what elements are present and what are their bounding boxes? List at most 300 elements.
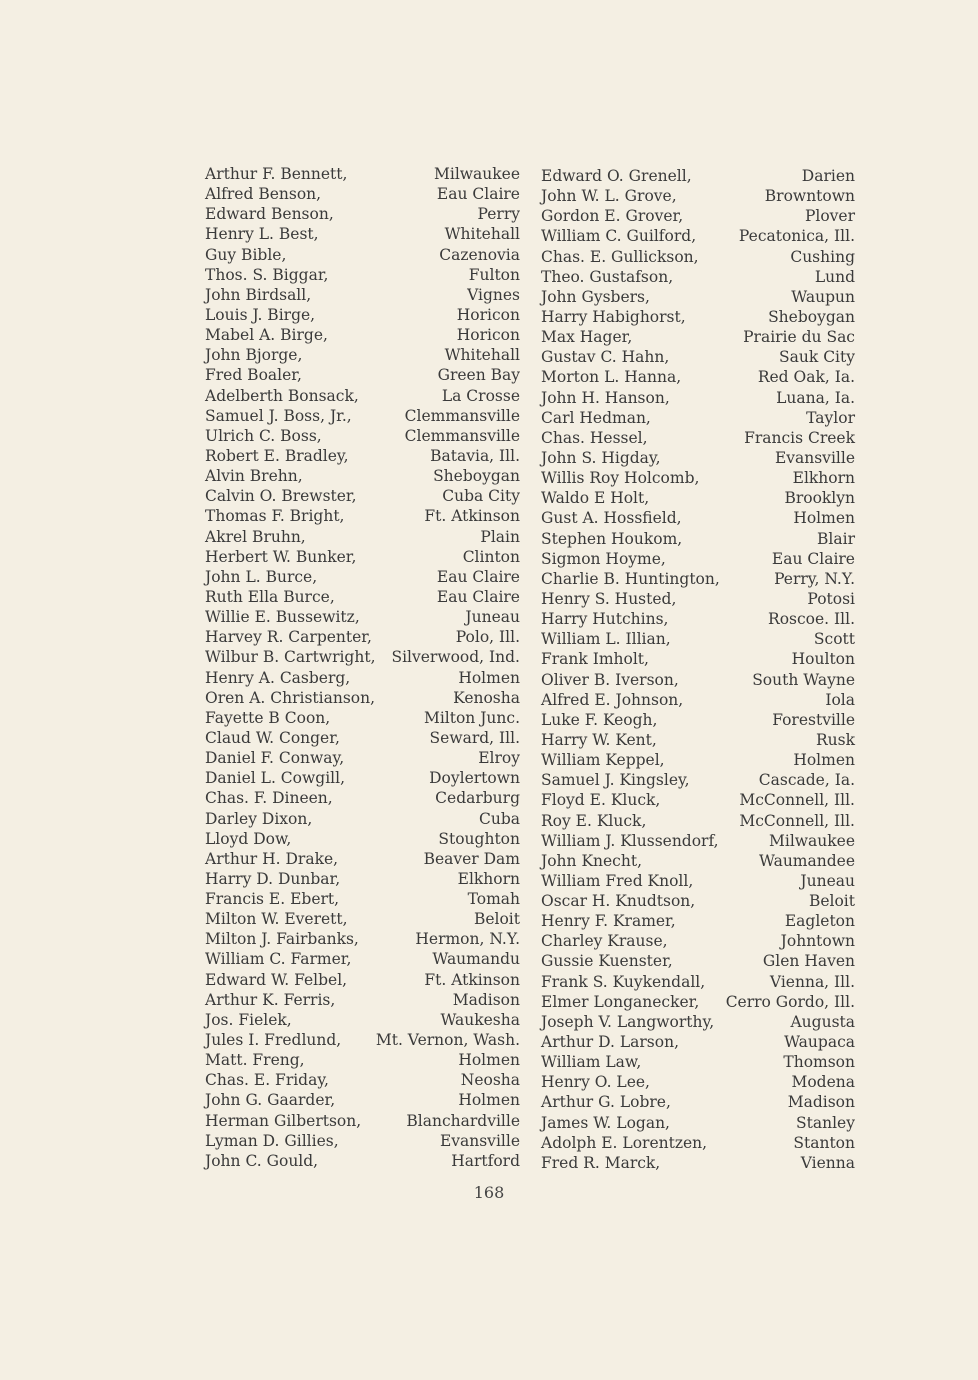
list-item [205, 224, 520, 244]
list-item [205, 809, 520, 829]
person-name: Arthur D. Larson, [541, 1033, 680, 1052]
hometown: Clinton [462, 547, 520, 566]
person-name: Guy Bible, [205, 245, 287, 264]
list-item [205, 426, 520, 446]
hometown: Fulton [468, 265, 520, 284]
list-item [205, 265, 520, 285]
list-item [205, 506, 520, 526]
hometown: Clemmansville [404, 406, 520, 425]
person-name: Darley Dixon, [205, 809, 313, 828]
hometown: Milton Junc. [423, 708, 520, 727]
list-item [205, 647, 520, 667]
hometown: Waupaca [784, 1033, 855, 1052]
person-name: Oliver B. Iverson, [541, 670, 679, 689]
list-item [205, 164, 520, 184]
list-item [541, 730, 855, 750]
hometown: Elkhorn [457, 869, 520, 888]
person-name: Arthur F. Bennett, [205, 165, 348, 183]
person-name: William L. Illian, [541, 630, 671, 649]
hometown: Cascade, Ia. [758, 771, 855, 790]
person-name: Edward Benson, [205, 205, 334, 224]
list-item [205, 748, 520, 768]
list-item [205, 184, 520, 204]
person-name: Carl Hedman, [541, 408, 651, 427]
person-name: Alfred Benson, [205, 185, 322, 204]
person-name: Jules I. Fredlund, [205, 1031, 342, 1050]
person-name: Thos. S. Biggar, [205, 265, 329, 284]
person-name: Harvey R. Carpenter, [205, 628, 372, 647]
list-item [205, 627, 520, 647]
person-name: William C. Guilford, [541, 227, 697, 246]
list-item [205, 1050, 520, 1070]
hometown: Sheboygan [768, 307, 855, 326]
list-item [541, 951, 855, 971]
hometown: Perry, N.Y. [774, 569, 855, 588]
person-name: William C. Farmer, [205, 950, 352, 969]
hometown: Prairie du Sac [743, 328, 855, 347]
person-name: Charley Krause, [541, 932, 668, 951]
hometown: Plover [804, 207, 855, 226]
person-name: Matt. Freng, [205, 1051, 305, 1070]
list-item [541, 388, 855, 408]
person-name: John C. Gould, [205, 1151, 319, 1170]
hometown: Sheboygan [433, 467, 520, 486]
list-item [541, 408, 855, 428]
hometown: Tomah [467, 890, 520, 909]
hometown: Cedarburg [435, 789, 520, 808]
list-item [205, 607, 520, 627]
person-name: Herman Gilbertson, [205, 1111, 362, 1130]
person-name: Akrel Bruhn, [205, 527, 306, 546]
person-name: Edward O. Grenell, [541, 167, 692, 185]
hometown: Vienna, Ill. [769, 972, 855, 991]
list-item [205, 547, 520, 567]
hometown: Johntown [780, 932, 855, 951]
hometown: Silverwood, Ind. [391, 648, 520, 667]
list-item [541, 1072, 855, 1092]
person-name: Roy E. Kluck, [541, 811, 647, 830]
hometown: Thomson [783, 1053, 855, 1072]
list-item [541, 1032, 855, 1052]
list-item [205, 929, 520, 949]
list-item [205, 668, 520, 688]
person-name: John S. Higday, [541, 448, 661, 467]
list-item [205, 305, 520, 325]
hometown: Browntown [764, 187, 855, 206]
person-name: Gustav C. Hahn, [541, 348, 670, 367]
list-item [541, 629, 855, 649]
list-item [205, 345, 520, 365]
person-name: Waldo E Holt, [541, 489, 650, 508]
person-name: Frank Imholt, [541, 650, 649, 669]
person-name: Theo. Gustafson, [541, 267, 674, 286]
person-name: Louis J. Birge, [205, 305, 316, 324]
hometown: McConnell, Ill. [739, 791, 855, 810]
person-name: Ulrich C. Boss, [205, 426, 322, 445]
hometown: Horicon [456, 326, 520, 345]
right-column [541, 166, 855, 1173]
hometown: Evansville [439, 1131, 520, 1150]
person-name: Willie E. Bussewitz, [205, 608, 360, 627]
hometown: Eau Claire [436, 567, 520, 586]
hometown: Madison [452, 990, 520, 1009]
hometown: Holmen [458, 668, 520, 687]
list-item [205, 728, 520, 748]
person-name: Arthur K. Ferris, [205, 990, 336, 1009]
list-item [205, 486, 520, 506]
hometown: Kenosha [453, 688, 520, 707]
list-item [205, 949, 520, 969]
person-name: Daniel F. Conway, [205, 749, 345, 768]
hometown: South Wayne [752, 670, 855, 689]
person-name: Milton J. Fairbanks, [205, 930, 359, 949]
list-item [541, 670, 855, 690]
person-name: Samuel J. Boss, Jr., [205, 406, 352, 425]
person-name: Alfred E. Johnson, [541, 690, 684, 709]
hometown: Taylor [806, 408, 855, 427]
list-item [205, 1131, 520, 1151]
hometown: Darien [801, 167, 855, 185]
hometown: Forestville [772, 710, 855, 729]
person-name: Henry L. Best, [205, 225, 319, 244]
hometown: Waumandee [759, 851, 855, 870]
person-name: Joseph V. Langworthy, [541, 1012, 715, 1031]
person-name: Arthur G. Lobre, [541, 1093, 671, 1112]
person-name: Harry Hutchins, [541, 610, 669, 629]
person-name: Harry Habighorst, [541, 307, 686, 326]
hometown: Hartford [451, 1151, 520, 1170]
hometown: Cuba City [442, 487, 520, 506]
list-item [541, 690, 855, 710]
person-name: Herbert W. Bunker, [205, 547, 357, 566]
person-name: Alvin Brehn, [205, 467, 303, 486]
hometown: Beaver Dam [423, 849, 520, 868]
person-name: John H. Hanson, [541, 388, 670, 407]
hometown: Iola [825, 690, 855, 709]
person-name: Lloyd Dow, [205, 829, 292, 848]
hometown: Blair [817, 529, 855, 548]
hometown: Beloit [808, 892, 855, 911]
list-item [541, 327, 855, 347]
person-name: Gussie Kuenster, [541, 952, 673, 971]
person-name: Chas. E. Friday, [205, 1071, 329, 1090]
person-name: Lyman D. Gillies, [205, 1131, 339, 1150]
hometown: Perry [477, 205, 520, 224]
list-item [205, 1090, 520, 1110]
hometown: Holmen [793, 509, 855, 528]
hometown: McConnell, Ill. [739, 811, 855, 830]
hometown: Waumandu [432, 950, 520, 969]
person-name: Fred Boaler, [205, 366, 302, 385]
hometown: Stoughton [438, 829, 520, 848]
person-name: William Keppel, [541, 751, 665, 770]
person-name: John W. L. Grove, [541, 187, 677, 206]
hometown: Cazenovia [439, 245, 520, 264]
hometown: Elroy [478, 749, 520, 768]
list-item [205, 204, 520, 224]
hometown: Holmen [458, 1051, 520, 1070]
person-name: James W. Logan, [541, 1113, 670, 1132]
list-item [541, 428, 855, 448]
hometown: Vignes [467, 285, 520, 304]
list-item [205, 688, 520, 708]
list-item [205, 869, 520, 889]
list-item [541, 529, 855, 549]
list-item [205, 527, 520, 547]
list-item [541, 851, 855, 871]
hometown: Eau Claire [436, 587, 520, 606]
person-name: Harry D. Dunbar, [205, 869, 341, 888]
list-item [541, 226, 855, 246]
person-name: Jos. Fielek, [205, 1010, 292, 1029]
hometown: Roscoe. Ill. [768, 610, 855, 629]
person-name: Morton L. Hanna, [541, 368, 682, 387]
list-item [205, 245, 520, 265]
page-number: 168 [473, 1183, 505, 1202]
person-name: Ruth Ella Burce, [205, 587, 335, 606]
hometown: Neosha [460, 1071, 520, 1090]
person-name: John Bjorge, [205, 346, 303, 365]
person-name: Thomas F. Bright, [205, 507, 345, 526]
hometown: Seward, Ill. [429, 728, 520, 747]
list-item [541, 911, 855, 931]
person-name: Gordon E. Grover, [541, 207, 684, 226]
hometown: Batavia, Ill. [430, 446, 520, 465]
list-item [541, 790, 855, 810]
person-name: Henry F. Kramer, [541, 912, 676, 931]
person-name: Oscar H. Knudtson, [541, 892, 696, 911]
hometown: Milwaukee [768, 831, 855, 850]
person-name: Max Hager, [541, 328, 633, 347]
hometown: Stanton [793, 1133, 855, 1152]
person-name: Sigmon Hoyme, [541, 549, 666, 568]
person-name: Adelberth Bonsack, [205, 386, 359, 405]
person-name: Fayette B Coon, [205, 708, 331, 727]
hometown: Scott [813, 630, 855, 649]
list-item [541, 1052, 855, 1072]
list-item [541, 307, 855, 327]
list-item [541, 589, 855, 609]
list-item [541, 770, 855, 790]
hometown: Plain [480, 527, 520, 546]
hometown: Blanchardville [406, 1111, 520, 1130]
list-item [205, 587, 520, 607]
hometown: La Crosse [441, 386, 520, 405]
person-name: Chas. F. Dineen, [205, 789, 333, 808]
list-item [541, 347, 855, 367]
person-name: Daniel L. Cowgill, [205, 769, 345, 788]
person-name: Chas. Hessel, [541, 428, 648, 447]
person-name: Harry W. Kent, [541, 730, 657, 749]
hometown: Cushing [790, 247, 855, 266]
left-column [205, 164, 520, 1171]
list-item [205, 829, 520, 849]
list-item [541, 287, 855, 307]
list-item [541, 891, 855, 911]
hometown: Juneau [800, 871, 855, 890]
list-item [205, 386, 520, 406]
person-name: Henry A. Casberg, [205, 668, 351, 687]
list-item [205, 285, 520, 305]
hometown: Vienna [800, 1153, 855, 1172]
person-name: Charlie B. Huntington, [541, 569, 720, 588]
hometown: Sauk City [779, 348, 855, 367]
list-item [205, 788, 520, 808]
hometown: Ft. Atkinson [424, 507, 520, 526]
list-item [205, 1010, 520, 1030]
person-name: John Gysbers, [541, 287, 650, 306]
person-name: Arthur H. Drake, [205, 849, 339, 868]
person-name: John Birdsall, [205, 285, 312, 304]
hometown: Beloit [473, 910, 520, 929]
hometown: Mt. Vernon, Wash. [375, 1031, 520, 1050]
list-item [541, 1113, 855, 1133]
list-item [205, 325, 520, 345]
person-name: Oren A. Christianson, [205, 688, 376, 707]
person-name: Milton W. Everett, [205, 910, 348, 929]
person-name: Claud W. Conger, [205, 728, 340, 747]
hometown: Ft. Atkinson [424, 970, 520, 989]
list-item [541, 488, 855, 508]
list-item [205, 970, 520, 990]
list-item [205, 567, 520, 587]
list-item [541, 1012, 855, 1032]
person-name: Wilbur B. Cartwright, [205, 648, 376, 667]
list-item [205, 1070, 520, 1090]
list-item [541, 649, 855, 669]
person-name: Luke F. Keogh, [541, 710, 658, 729]
hometown: Elkhorn [792, 469, 855, 488]
list-item [541, 992, 855, 1012]
list-item [541, 206, 855, 226]
hometown: Pecatonica, Ill. [738, 227, 855, 246]
hometown: Waupun [791, 287, 855, 306]
list-item [541, 871, 855, 891]
hometown: Rusk [816, 730, 855, 749]
hometown: Holmen [458, 1091, 520, 1110]
hometown: Cerro Gordo, Ill. [725, 992, 855, 1011]
hometown: Holmen [793, 751, 855, 770]
hometown: Doylertown [429, 769, 520, 788]
hometown: Eau Claire [436, 185, 520, 204]
person-name: Henry S. Husted, [541, 589, 677, 608]
list-item [541, 609, 855, 629]
hometown: Clemmansville [404, 426, 520, 445]
hometown: Stanley [796, 1113, 855, 1132]
list-item [541, 247, 855, 267]
list-item [541, 972, 855, 992]
list-item [541, 750, 855, 770]
hometown: Glen Haven [762, 952, 855, 971]
list-item [205, 446, 520, 466]
list-item [541, 1133, 855, 1153]
person-name: Mabel A. Birge, [205, 326, 328, 345]
list-item [541, 508, 855, 528]
hometown: Potosi [807, 589, 855, 608]
person-name: Samuel J. Kingsley, [541, 771, 690, 790]
person-name: William Fred Knoll, [541, 871, 694, 890]
hometown: Augusta [790, 1012, 855, 1031]
hometown: Brooklyn [784, 489, 855, 508]
list-item [205, 990, 520, 1010]
list-item [205, 768, 520, 788]
hometown: Houlton [791, 650, 855, 669]
person-name: Chas. E. Gullickson, [541, 247, 699, 266]
person-name: Calvin O. Brewster, [205, 487, 357, 506]
list-item [541, 448, 855, 468]
list-item [205, 406, 520, 426]
person-name: Stephen Houkom, [541, 529, 683, 548]
hometown: Evansville [774, 448, 855, 467]
list-item [205, 1151, 520, 1171]
list-item [541, 186, 855, 206]
list-item [541, 267, 855, 287]
list-item [541, 931, 855, 951]
hometown: Eau Claire [771, 549, 855, 568]
hometown: Polo, Ill. [455, 628, 520, 647]
person-name: Willis Roy Holcomb, [541, 469, 700, 488]
hometown: Francis Creek [744, 428, 855, 447]
hometown: Whitehall [444, 346, 520, 365]
person-name: John G. Gaarder, [205, 1091, 336, 1110]
hometown: Modena [791, 1073, 855, 1092]
hometown: Milwaukee [433, 165, 520, 183]
list-item [541, 569, 855, 589]
hometown: Luana, Ia. [776, 388, 855, 407]
person-name: William J. Klussendorf, [541, 831, 719, 850]
person-name: Robert E. Bradley, [205, 446, 349, 465]
person-name: Adolph E. Lorentzen, [541, 1133, 708, 1152]
person-name: Floyd E. Kluck, [541, 791, 661, 810]
list-item [205, 909, 520, 929]
list-item [541, 166, 855, 186]
hometown: Hermon, N.Y. [415, 930, 520, 949]
list-item [205, 708, 520, 728]
hometown: Waukesha [440, 1010, 520, 1029]
person-name: Frank S. Kuykendall, [541, 972, 706, 991]
list-item [541, 1092, 855, 1112]
list-item [541, 710, 855, 730]
hometown: Horicon [456, 305, 520, 324]
hometown: Cuba [478, 809, 520, 828]
hometown: Juneau [465, 608, 520, 627]
list-item [541, 1153, 855, 1173]
person-name: John Knecht, [541, 851, 642, 870]
person-name: Edward W. Felbel, [205, 970, 348, 989]
person-name: Henry O. Lee, [541, 1073, 650, 1092]
list-item [205, 1111, 520, 1131]
hometown: Eagleton [784, 912, 855, 931]
person-name: John L. Burce, [205, 567, 318, 586]
hometown: Lund [814, 267, 855, 286]
hometown: Whitehall [444, 225, 520, 244]
list-item [205, 1030, 520, 1050]
hometown: Madison [787, 1093, 855, 1112]
list-item [205, 849, 520, 869]
list-item [541, 811, 855, 831]
list-item [205, 365, 520, 385]
person-name: Francis E. Ebert, [205, 890, 340, 909]
person-name: Fred R. Marck, [541, 1153, 661, 1172]
list-item [541, 468, 855, 488]
list-item [541, 549, 855, 569]
list-item [205, 466, 520, 486]
list-item [205, 889, 520, 909]
list-item [541, 367, 855, 387]
person-name: William Law, [541, 1053, 642, 1072]
hometown: Red Oak, Ia. [757, 368, 855, 387]
person-name: Elmer Longanecker, [541, 992, 700, 1011]
